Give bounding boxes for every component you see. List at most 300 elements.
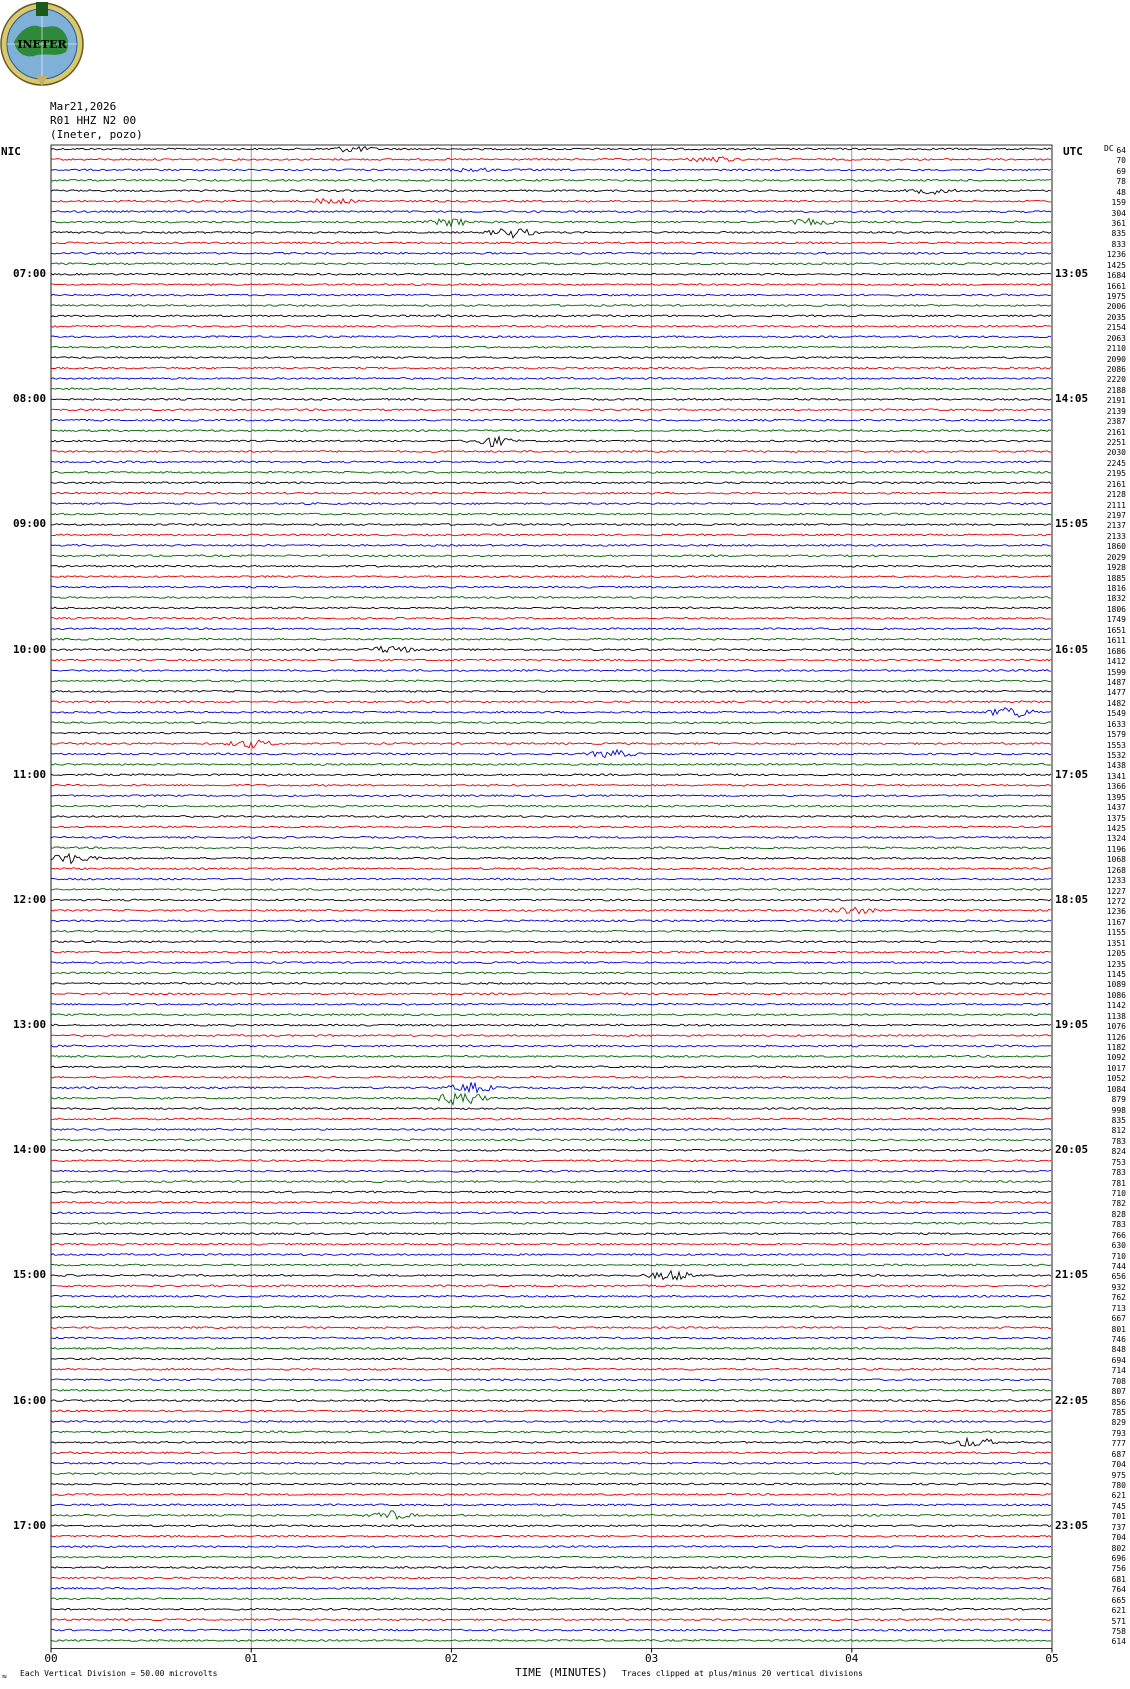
dc-offset-value: 1661 xyxy=(1106,281,1126,291)
trace-row-21 xyxy=(51,367,1051,369)
dc-offset-value: 1599 xyxy=(1106,667,1126,677)
dc-offset-value: 2110 xyxy=(1106,344,1126,354)
trace-row-130 xyxy=(51,1504,1051,1506)
trace-row-98 xyxy=(51,1170,1051,1172)
dc-offset-value: 571 xyxy=(1111,1616,1126,1626)
trace-row-36 xyxy=(51,524,1051,526)
trace-row-34 xyxy=(51,503,1051,505)
trace-row-137 xyxy=(51,1577,1051,1579)
trace-row-22 xyxy=(51,378,1051,380)
trace-row-81 xyxy=(51,993,1051,995)
dc-offset-value: 681 xyxy=(1111,1574,1126,1584)
dc-offset-value: 1196 xyxy=(1106,844,1126,854)
clip-note: Traces clipped at plus/minus 20 vertical divisions xyxy=(622,1669,863,1678)
dc-offset-value: 1860 xyxy=(1106,542,1126,552)
trace-row-20 xyxy=(51,357,1051,359)
dc-offset-value: 1749 xyxy=(1106,615,1126,625)
dc-offset-value: 713 xyxy=(1111,1303,1126,1313)
dc-offset-value: 1182 xyxy=(1106,1042,1126,1052)
trace-row-134 xyxy=(51,1546,1051,1548)
svg-text:INETER: INETER xyxy=(17,38,67,51)
dc-offset-value: 710 xyxy=(1111,1251,1126,1261)
dc-offset-value: 2111 xyxy=(1106,500,1126,510)
trace-row-13 xyxy=(51,284,1051,286)
dc-offset-value: 2030 xyxy=(1106,448,1126,458)
dc-offset-value: 2220 xyxy=(1106,375,1126,385)
dc-offset-value: 2086 xyxy=(1106,365,1126,375)
trace-row-88 xyxy=(51,1066,1051,1068)
trace-row-139 xyxy=(51,1598,1051,1600)
dc-offset-value: 159 xyxy=(1111,198,1126,208)
dc-offset-value: 807 xyxy=(1111,1387,1126,1397)
trace-row-67 xyxy=(51,847,1051,849)
dc-offset-value: 714 xyxy=(1111,1366,1126,1376)
trace-row-105 xyxy=(51,1243,1051,1245)
dc-offset-value: 781 xyxy=(1111,1178,1126,1188)
dc-offset-value: 1324 xyxy=(1106,834,1126,844)
left-hour-label: 08:00 xyxy=(13,392,47,406)
dc-offset-value: 745 xyxy=(1111,1501,1126,1511)
dc-offset-value: 1412 xyxy=(1106,657,1126,667)
trace-row-43 xyxy=(51,597,1051,599)
trace-row-51 xyxy=(51,680,1051,682)
trace-row-101 xyxy=(51,1202,1051,1204)
trace-row-127 xyxy=(51,1473,1051,1475)
dc-offset-value: 1532 xyxy=(1106,750,1126,760)
dc-offset-value: 1482 xyxy=(1106,698,1126,708)
trace-row-16 xyxy=(51,315,1051,317)
dc-offset-value: 812 xyxy=(1111,1126,1126,1136)
dc-offset-value: 2188 xyxy=(1106,385,1126,395)
dc-offset-value: 1437 xyxy=(1106,803,1126,813)
trace-row-108 xyxy=(51,1271,1051,1280)
trace-row-112 xyxy=(51,1316,1051,1318)
dc-offset-value: 667 xyxy=(1111,1314,1126,1324)
trace-row-115 xyxy=(51,1348,1051,1350)
dc-offset-value: 1268 xyxy=(1106,865,1126,875)
dc-offset-value: 1076 xyxy=(1106,1022,1126,1032)
trace-row-30 xyxy=(51,461,1051,463)
trace-row-4 xyxy=(51,189,1051,194)
trace-row-62 xyxy=(51,795,1051,797)
dc-offset-value: 2139 xyxy=(1106,406,1126,416)
trace-row-104 xyxy=(51,1233,1051,1235)
trace-row-49 xyxy=(51,659,1051,661)
dc-offset-value: 704 xyxy=(1111,1533,1126,1543)
trace-row-138 xyxy=(51,1587,1051,1589)
trace-row-47 xyxy=(51,638,1051,640)
trace-row-33 xyxy=(51,492,1051,494)
dc-offset-value: 1084 xyxy=(1106,1084,1126,1094)
trace-row-15 xyxy=(51,305,1051,307)
dc-offset-value: 1684 xyxy=(1106,271,1126,281)
dc-offset-value: 710 xyxy=(1111,1189,1126,1198)
dc-offset-value: 2006 xyxy=(1106,302,1126,312)
dc-offset-value: 744 xyxy=(1111,1262,1126,1271)
right-hour-label: 20:05 xyxy=(1055,1143,1089,1157)
left-timezone-label: NIC xyxy=(1,145,21,158)
dc-offset-value: 48 xyxy=(1116,187,1126,197)
dc-offset-value: 1086 xyxy=(1106,990,1126,1000)
dc-offset-value: 1553 xyxy=(1106,740,1126,750)
dc-offset-value: 746 xyxy=(1111,1335,1126,1345)
trace-row-38 xyxy=(51,544,1051,546)
trace-row-83 xyxy=(51,1014,1051,1016)
dc-offset-value: 78 xyxy=(1116,177,1126,187)
trace-row-120 xyxy=(51,1400,1051,1402)
dc-offset-value: 766 xyxy=(1111,1230,1126,1240)
x-axis xyxy=(44,1648,1058,1665)
trace-row-61 xyxy=(51,784,1051,786)
trace-row-8 xyxy=(51,229,1051,238)
dc-offset-value: 1052 xyxy=(1106,1074,1126,1084)
trace-row-97 xyxy=(51,1160,1051,1162)
x-tick-label-01: 01 xyxy=(244,1652,258,1665)
dc-offset-value: 753 xyxy=(1111,1157,1126,1167)
dc-offset-value: 614 xyxy=(1111,1637,1126,1647)
trace-row-141 xyxy=(51,1619,1051,1621)
dc-offset-value: 2154 xyxy=(1106,323,1126,333)
trace-row-123 xyxy=(51,1431,1051,1433)
trace-row-92 xyxy=(51,1108,1051,1110)
dc-offset-value: 2195 xyxy=(1106,469,1126,479)
trace-row-11 xyxy=(51,263,1051,265)
dc-offset-value: 69 xyxy=(1116,166,1126,176)
trace-row-0 xyxy=(51,147,1051,152)
trace-row-131 xyxy=(51,1511,1051,1519)
trace-row-12 xyxy=(51,273,1051,275)
dc-offset-value: 1806 xyxy=(1106,604,1126,614)
dc-offset-value: 1227 xyxy=(1106,886,1126,896)
trace-row-102 xyxy=(51,1212,1051,1214)
trace-row-28 xyxy=(51,437,1051,447)
dc-offset-value: 1089 xyxy=(1106,980,1126,990)
trace-row-106 xyxy=(51,1254,1051,1256)
dc-offset-value: 2191 xyxy=(1106,396,1126,406)
dc-offset-value: 2128 xyxy=(1106,490,1126,500)
left-hour-label: 11:00 xyxy=(13,767,47,781)
dc-offset-value: 1885 xyxy=(1106,573,1126,583)
station-label: R01 HHZ N2 00 xyxy=(50,114,137,127)
dc-offset-value: 802 xyxy=(1111,1543,1126,1553)
dc-offset-value: 793 xyxy=(1111,1428,1126,1438)
trace-row-79 xyxy=(51,972,1051,974)
site-label: (Ineter, pozo) xyxy=(50,128,143,141)
dc-offset-value: 665 xyxy=(1111,1595,1126,1605)
dc-offset-value: 2133 xyxy=(1106,531,1126,541)
dc-offset-value: 856 xyxy=(1111,1397,1126,1407)
dc-offset-value: 1549 xyxy=(1106,709,1126,719)
trace-row-142 xyxy=(51,1629,1051,1631)
dc-offset-value: 696 xyxy=(1111,1554,1126,1564)
dc-offset-value: 1651 xyxy=(1106,625,1126,635)
trace-row-87 xyxy=(51,1056,1051,1058)
dc-offset-value: 2161 xyxy=(1106,479,1126,489)
dc-offset-value: 1579 xyxy=(1106,730,1126,740)
trace-row-73 xyxy=(51,907,1051,913)
plot-frame xyxy=(51,145,1052,1648)
trace-row-10 xyxy=(51,252,1051,254)
dc-offset-value: 621 xyxy=(1111,1491,1126,1501)
trace-row-29 xyxy=(51,451,1051,453)
trace-row-82 xyxy=(51,1003,1051,1005)
trace-row-132 xyxy=(51,1525,1051,1527)
left-hour-label: 07:00 xyxy=(13,267,47,281)
trace-row-90 xyxy=(51,1082,1051,1092)
dc-offset-value: 998 xyxy=(1111,1105,1126,1115)
dc-offset-value: 1145 xyxy=(1106,969,1126,979)
left-hour-label: 09:00 xyxy=(13,517,47,531)
trace-row-116 xyxy=(51,1358,1051,1360)
dc-offset-value: 777 xyxy=(1111,1439,1126,1449)
trace-row-31 xyxy=(51,471,1051,473)
trace-row-50 xyxy=(51,670,1051,672)
trace-row-100 xyxy=(51,1191,1051,1193)
right-hour-label: 22:05 xyxy=(1055,1393,1089,1407)
trace-row-117 xyxy=(51,1368,1051,1370)
dc-offset-value: 708 xyxy=(1111,1376,1126,1386)
trace-row-23 xyxy=(51,388,1051,390)
dc-offset-value: 2063 xyxy=(1106,333,1126,343)
corner-mark: ≈ xyxy=(2,1672,7,1681)
trace-row-66 xyxy=(51,837,1051,839)
trace-row-5 xyxy=(51,199,1051,204)
trace-row-109 xyxy=(51,1285,1051,1287)
dc-offset-value: 361 xyxy=(1111,219,1126,228)
trace-row-133 xyxy=(51,1535,1051,1537)
dc-offset-value: 780 xyxy=(1111,1481,1126,1491)
trace-row-103 xyxy=(51,1222,1051,1224)
dc-offset-value: 1126 xyxy=(1106,1032,1126,1042)
trace-row-96 xyxy=(51,1149,1051,1151)
trace-row-68 xyxy=(51,854,1051,864)
dc-header: DC xyxy=(1104,144,1114,153)
dc-offset-value: 1366 xyxy=(1106,782,1126,792)
trace-row-77 xyxy=(51,951,1051,953)
right-hour-label: 14:05 xyxy=(1055,392,1089,406)
trace-row-2 xyxy=(51,168,1051,172)
dc-offset-value: 2245 xyxy=(1106,458,1126,468)
dc-offset-value: 1017 xyxy=(1106,1063,1126,1073)
dc-offset-value: 1155 xyxy=(1106,928,1126,938)
trace-row-59 xyxy=(51,764,1051,766)
trace-row-1 xyxy=(51,157,1051,162)
right-hour-label: 16:05 xyxy=(1055,642,1089,656)
trace-row-9 xyxy=(51,242,1051,244)
trace-row-60 xyxy=(51,774,1051,776)
left-hour-label: 14:00 xyxy=(13,1143,47,1157)
dc-offset-value: 1633 xyxy=(1106,719,1126,729)
left-hour-label: 17:00 xyxy=(13,1518,47,1532)
trace-row-18 xyxy=(51,336,1051,338)
trace-row-126 xyxy=(51,1462,1051,1464)
trace-row-32 xyxy=(51,482,1051,484)
trace-row-76 xyxy=(51,941,1051,943)
left-hour-label: 12:00 xyxy=(13,892,47,906)
dc-offset-value: 848 xyxy=(1111,1345,1126,1355)
dc-offset-value: 701 xyxy=(1111,1512,1126,1522)
dc-offset-value: 762 xyxy=(1111,1293,1126,1303)
right-hour-label: 19:05 xyxy=(1055,1018,1089,1032)
dc-offset-value: 1832 xyxy=(1106,594,1126,604)
trace-row-37 xyxy=(51,534,1051,536)
dc-offset-value: 1816 xyxy=(1106,584,1126,594)
dc-offset-value: 1487 xyxy=(1106,677,1126,687)
trace-row-135 xyxy=(51,1556,1051,1558)
trace-row-124 xyxy=(51,1438,1051,1446)
dc-offset-value: 1928 xyxy=(1106,563,1126,573)
trace-row-26 xyxy=(51,419,1051,421)
dc-offset-value: 1425 xyxy=(1106,260,1126,270)
trace-row-69 xyxy=(51,868,1051,870)
trace-row-111 xyxy=(51,1306,1051,1308)
dc-offset-value: 687 xyxy=(1111,1449,1126,1459)
dc-offset-value: 2387 xyxy=(1106,417,1126,427)
dc-offset-value: 64 xyxy=(1116,146,1126,155)
dc-offset-value: 783 xyxy=(1111,1220,1126,1230)
trace-row-122 xyxy=(51,1421,1051,1423)
trace-row-121 xyxy=(51,1410,1051,1412)
dc-offset-value: 1611 xyxy=(1106,636,1126,646)
dc-offset-value: 704 xyxy=(1111,1460,1126,1470)
dc-offset-value: 2197 xyxy=(1106,511,1126,521)
trace-row-75 xyxy=(51,930,1051,932)
dc-offset-value: 1233 xyxy=(1106,876,1126,886)
dc-offset-value: 1236 xyxy=(1106,907,1126,917)
trace-row-136 xyxy=(51,1567,1051,1569)
dc-offset-value: 1236 xyxy=(1106,250,1126,260)
trace-row-42 xyxy=(51,586,1051,588)
dc-offset-value: 70 xyxy=(1116,156,1126,166)
trace-row-41 xyxy=(51,576,1051,578)
dc-offset-value: 621 xyxy=(1111,1606,1126,1616)
dc-offset-value: 1425 xyxy=(1106,823,1126,833)
dc-offset-value: 2090 xyxy=(1106,354,1126,364)
dc-offset-value: 1205 xyxy=(1106,949,1126,959)
dc-offset-value: 783 xyxy=(1111,1136,1126,1146)
dc-offset-value: 833 xyxy=(1111,239,1126,249)
dc-offset-value: 764 xyxy=(1111,1585,1126,1595)
trace-row-14 xyxy=(51,294,1051,296)
trace-row-40 xyxy=(51,565,1051,567)
x-tick-label-03: 03 xyxy=(644,1652,659,1665)
trace-row-25 xyxy=(51,409,1051,411)
right-hour-label: 23:05 xyxy=(1055,1518,1089,1532)
dc-offset-value: 1092 xyxy=(1106,1053,1126,1063)
trace-row-64 xyxy=(51,816,1051,818)
trace-row-72 xyxy=(51,899,1051,901)
dc-offset-value: 1167 xyxy=(1106,917,1126,927)
trace-row-85 xyxy=(51,1035,1051,1037)
dc-offset-value: 975 xyxy=(1111,1470,1126,1480)
left-hour-label: 15:00 xyxy=(13,1268,47,1282)
trace-row-55 xyxy=(51,722,1051,724)
trace-row-140 xyxy=(51,1608,1051,1610)
trace-row-71 xyxy=(51,889,1051,891)
trace-row-39 xyxy=(51,555,1051,557)
trace-row-46 xyxy=(51,628,1051,630)
trace-row-19 xyxy=(51,346,1051,348)
dc-offset-value: 304 xyxy=(1111,208,1126,218)
dc-offset-value: 1351 xyxy=(1106,938,1126,948)
dc-offset-value: 1477 xyxy=(1106,688,1126,698)
dc-offset-value: 737 xyxy=(1111,1522,1126,1532)
trace-row-89 xyxy=(51,1076,1051,1078)
trace-row-128 xyxy=(51,1483,1051,1485)
x-tick-label-05: 05 xyxy=(1045,1652,1059,1665)
right-timezone-label: UTC xyxy=(1063,145,1083,158)
dc-offset-value: 801 xyxy=(1111,1324,1126,1334)
dc-offset-value: 1975 xyxy=(1106,292,1126,302)
trace-row-125 xyxy=(51,1452,1051,1454)
trace-row-78 xyxy=(51,962,1051,964)
dc-offset-value: 824 xyxy=(1111,1147,1126,1157)
trace-row-24 xyxy=(51,398,1051,400)
dc-offset-value: 828 xyxy=(1111,1209,1126,1219)
trace-row-113 xyxy=(51,1327,1051,1329)
trace-row-93 xyxy=(51,1118,1051,1120)
dc-offset-value: 785 xyxy=(1111,1408,1126,1418)
dc-offset-value: 1438 xyxy=(1106,761,1126,771)
dc-offset-value: 630 xyxy=(1111,1241,1126,1251)
trace-row-53 xyxy=(51,701,1051,703)
left-hour-label: 13:00 xyxy=(13,1018,47,1032)
trace-row-119 xyxy=(51,1389,1051,1391)
date-label: Mar21,2026 xyxy=(50,100,117,113)
trace-row-70 xyxy=(51,878,1051,880)
dc-offset-value: 782 xyxy=(1111,1199,1126,1209)
right-hour-label: 18:05 xyxy=(1055,892,1089,906)
dc-offset-value: 1272 xyxy=(1106,896,1126,906)
dc-offset-value: 932 xyxy=(1111,1282,1126,1292)
trace-row-107 xyxy=(51,1264,1051,1266)
dc-offset-value: 1686 xyxy=(1106,646,1126,656)
right-hour-label: 21:05 xyxy=(1055,1268,1089,1282)
trace-row-95 xyxy=(51,1139,1051,1141)
trace-row-7 xyxy=(51,218,1051,226)
dc-offset-value: 2137 xyxy=(1106,521,1126,531)
trace-row-63 xyxy=(51,805,1051,807)
left-hour-label: 10:00 xyxy=(13,642,47,656)
dc-offset-value: 879 xyxy=(1111,1095,1126,1105)
dc-offset-value: 829 xyxy=(1111,1418,1126,1428)
dc-offset-value: 2161 xyxy=(1106,427,1126,437)
dc-offset-value: 2251 xyxy=(1106,438,1126,448)
trace-row-99 xyxy=(51,1181,1051,1183)
trace-row-84 xyxy=(51,1024,1051,1026)
dc-offset-value: 1395 xyxy=(1106,792,1126,802)
trace-row-45 xyxy=(51,618,1051,620)
dc-offset-value: 2029 xyxy=(1106,552,1126,562)
dc-offset-value: 1142 xyxy=(1106,1001,1126,1011)
trace-row-110 xyxy=(51,1295,1051,1297)
dc-offset-value: 1068 xyxy=(1106,855,1126,865)
dc-offset-value: 1235 xyxy=(1106,959,1126,969)
trace-row-129 xyxy=(51,1494,1051,1496)
dc-offset-value: 1375 xyxy=(1106,813,1126,823)
dc-offset-value: 694 xyxy=(1111,1355,1126,1365)
trace-row-94 xyxy=(51,1129,1051,1131)
dc-offset-value: 1341 xyxy=(1106,771,1126,781)
scale-note: Each Vertical Division = 50.00 microvolts xyxy=(20,1669,218,1678)
trace-row-143 xyxy=(51,1640,1051,1642)
trace-row-48 xyxy=(51,646,1051,652)
trace-row-57 xyxy=(51,740,1051,748)
trace-row-56 xyxy=(51,732,1051,734)
trace-row-35 xyxy=(51,513,1051,515)
right-hour-label: 13:05 xyxy=(1055,267,1089,281)
dc-offset-value: 2035 xyxy=(1106,312,1126,322)
